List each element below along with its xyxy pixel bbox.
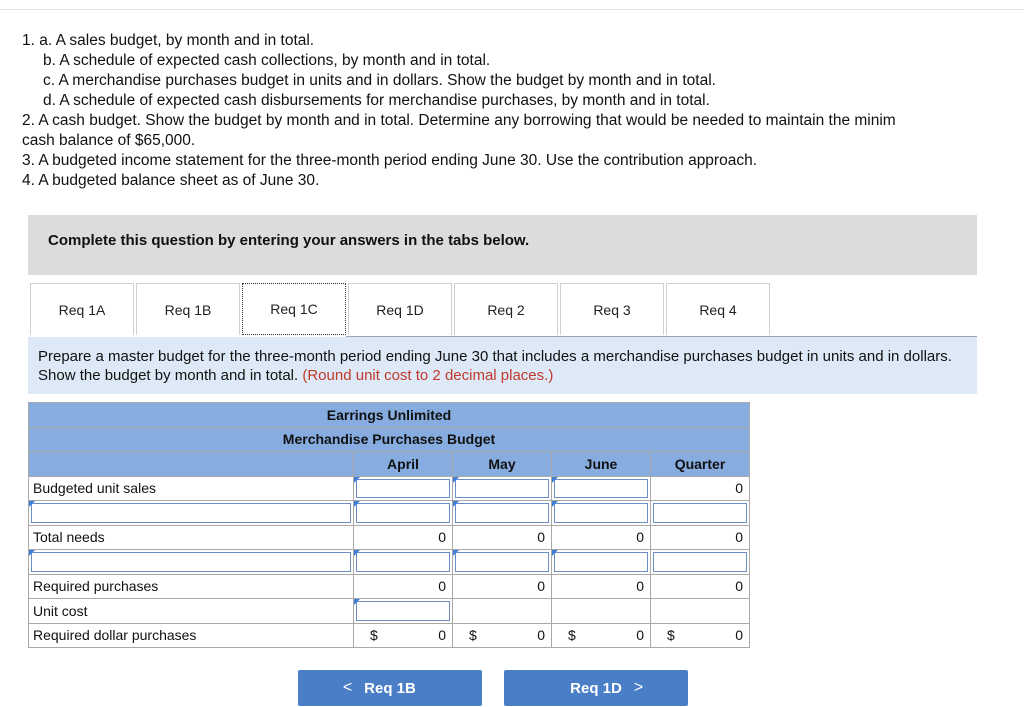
company-name: Earrings Unlimited xyxy=(29,403,750,428)
instruction-line: 4. A budgeted balance sheet as of June 30. xyxy=(22,172,320,189)
tab-req-2[interactable]: Req 2 xyxy=(454,283,558,335)
april-input[interactable] xyxy=(354,550,453,575)
value: 0 xyxy=(636,627,644,644)
may-total-needs: 0 xyxy=(453,525,552,550)
tab-req-3[interactable]: Req 3 xyxy=(560,283,664,335)
table-row xyxy=(29,525,750,550)
instructions xyxy=(22,31,1024,191)
header-blank xyxy=(29,452,354,477)
empty-cell xyxy=(552,599,651,624)
may-unit-sales-input[interactable] xyxy=(453,476,552,501)
table-title: Merchandise Purchases Budget xyxy=(29,427,750,452)
unit-cost-input[interactable] xyxy=(354,599,453,624)
instruction-banner xyxy=(28,215,977,275)
april-unit-sales-input[interactable] xyxy=(354,476,453,501)
table-row xyxy=(29,476,750,501)
row-label: Total needs xyxy=(29,525,354,550)
banner-text: Complete this question by entering your answers in the tabs below. xyxy=(48,232,530,249)
april-dollar-purchases xyxy=(354,623,453,648)
quarter-dollar-purchases xyxy=(651,623,750,648)
row-label: Required dollar purchases xyxy=(29,623,354,648)
may-input[interactable] xyxy=(453,501,552,526)
tab-req-1c[interactable]: Req 1C xyxy=(242,283,346,335)
tab-bar xyxy=(30,283,772,336)
value: 0 xyxy=(537,627,545,644)
empty-cell xyxy=(651,599,750,624)
table-row xyxy=(29,501,750,526)
value: 0 xyxy=(438,627,446,644)
june-required-purchases: 0 xyxy=(552,574,651,599)
tab-req-1d[interactable]: Req 1D xyxy=(348,283,452,335)
june-total-needs: 0 xyxy=(552,525,651,550)
tab-req-4[interactable]: Req 4 xyxy=(666,283,770,335)
quarter-input[interactable] xyxy=(651,501,750,526)
prev-button-label: Req 1B xyxy=(364,679,416,697)
instruction-line: 2. A cash budget. Show the budget by month and in total. Determine any borrowing that would be needed to maintain the minim xyxy=(22,112,896,129)
june-dollar-purchases xyxy=(552,623,651,648)
row-label: Budgeted unit sales xyxy=(29,476,354,501)
question-prompt xyxy=(28,337,977,394)
table-row xyxy=(29,574,750,599)
merchandise-purchases-table xyxy=(28,402,750,648)
col-april: April xyxy=(354,452,453,477)
row-label-input[interactable] xyxy=(29,550,354,575)
prompt-note: (Round unit cost to 2 decimal places.) xyxy=(302,367,554,384)
row-label: Unit cost xyxy=(29,599,354,624)
row-label-input[interactable] xyxy=(29,501,354,526)
may-required-purchases: 0 xyxy=(453,574,552,599)
next-req-button[interactable] xyxy=(504,670,688,706)
chevron-right-icon: > xyxy=(633,679,644,696)
april-total-needs: 0 xyxy=(354,525,453,550)
prev-req-button[interactable] xyxy=(298,670,482,706)
tab-req-1a[interactable]: Req 1A xyxy=(30,283,134,335)
instruction-line: d. A schedule of expected cash disbursements for merchandise purchases, by month and in total. xyxy=(43,92,710,109)
table-row xyxy=(29,623,750,648)
currency-symbol: $ xyxy=(568,627,576,644)
top-divider xyxy=(0,9,1024,10)
instruction-line: c. A merchandise purchases budget in units and in dollars. Show the budget by month and in total. xyxy=(43,72,716,89)
col-june: June xyxy=(552,452,651,477)
col-may: May xyxy=(453,452,552,477)
may-dollar-purchases xyxy=(453,623,552,648)
quarter-input[interactable] xyxy=(651,550,750,575)
april-required-purchases: 0 xyxy=(354,574,453,599)
june-input[interactable] xyxy=(552,550,651,575)
currency-symbol: $ xyxy=(370,627,378,644)
instruction-line: 3. A budgeted income statement for the three-month period ending June 30. Use the contribution approach. xyxy=(22,152,758,169)
value: 0 xyxy=(735,627,743,644)
next-button-label: Req 1D xyxy=(570,679,622,697)
quarter-required-purchases: 0 xyxy=(651,574,750,599)
currency-symbol: $ xyxy=(667,627,675,644)
instruction-line: 1. a. A sales budget, by month and in total. xyxy=(22,32,315,49)
chevron-left-icon: < xyxy=(342,679,353,696)
table-row xyxy=(29,550,750,575)
tab-req-1b[interactable]: Req 1B xyxy=(136,283,240,335)
instruction-line: b. A schedule of expected cash collections, by month and in total. xyxy=(43,52,491,69)
empty-cell xyxy=(453,599,552,624)
instruction-line: cash balance of $65,000. xyxy=(22,132,196,149)
col-quarter: Quarter xyxy=(651,452,750,477)
row-label: Required purchases xyxy=(29,574,354,599)
quarter-total-needs: 0 xyxy=(651,525,750,550)
currency-symbol: $ xyxy=(469,627,477,644)
may-input[interactable] xyxy=(453,550,552,575)
quarter-unit-sales: 0 xyxy=(651,476,750,501)
june-input[interactable] xyxy=(552,501,651,526)
table-row xyxy=(29,599,750,624)
prompt-text: Prepare a master budget for the three-month period ending June 30 that includes a merchandise purchases budget in units and in dollars. Show the budget by month and in total. xyxy=(38,348,952,384)
june-unit-sales-input[interactable] xyxy=(552,476,651,501)
april-input[interactable] xyxy=(354,501,453,526)
